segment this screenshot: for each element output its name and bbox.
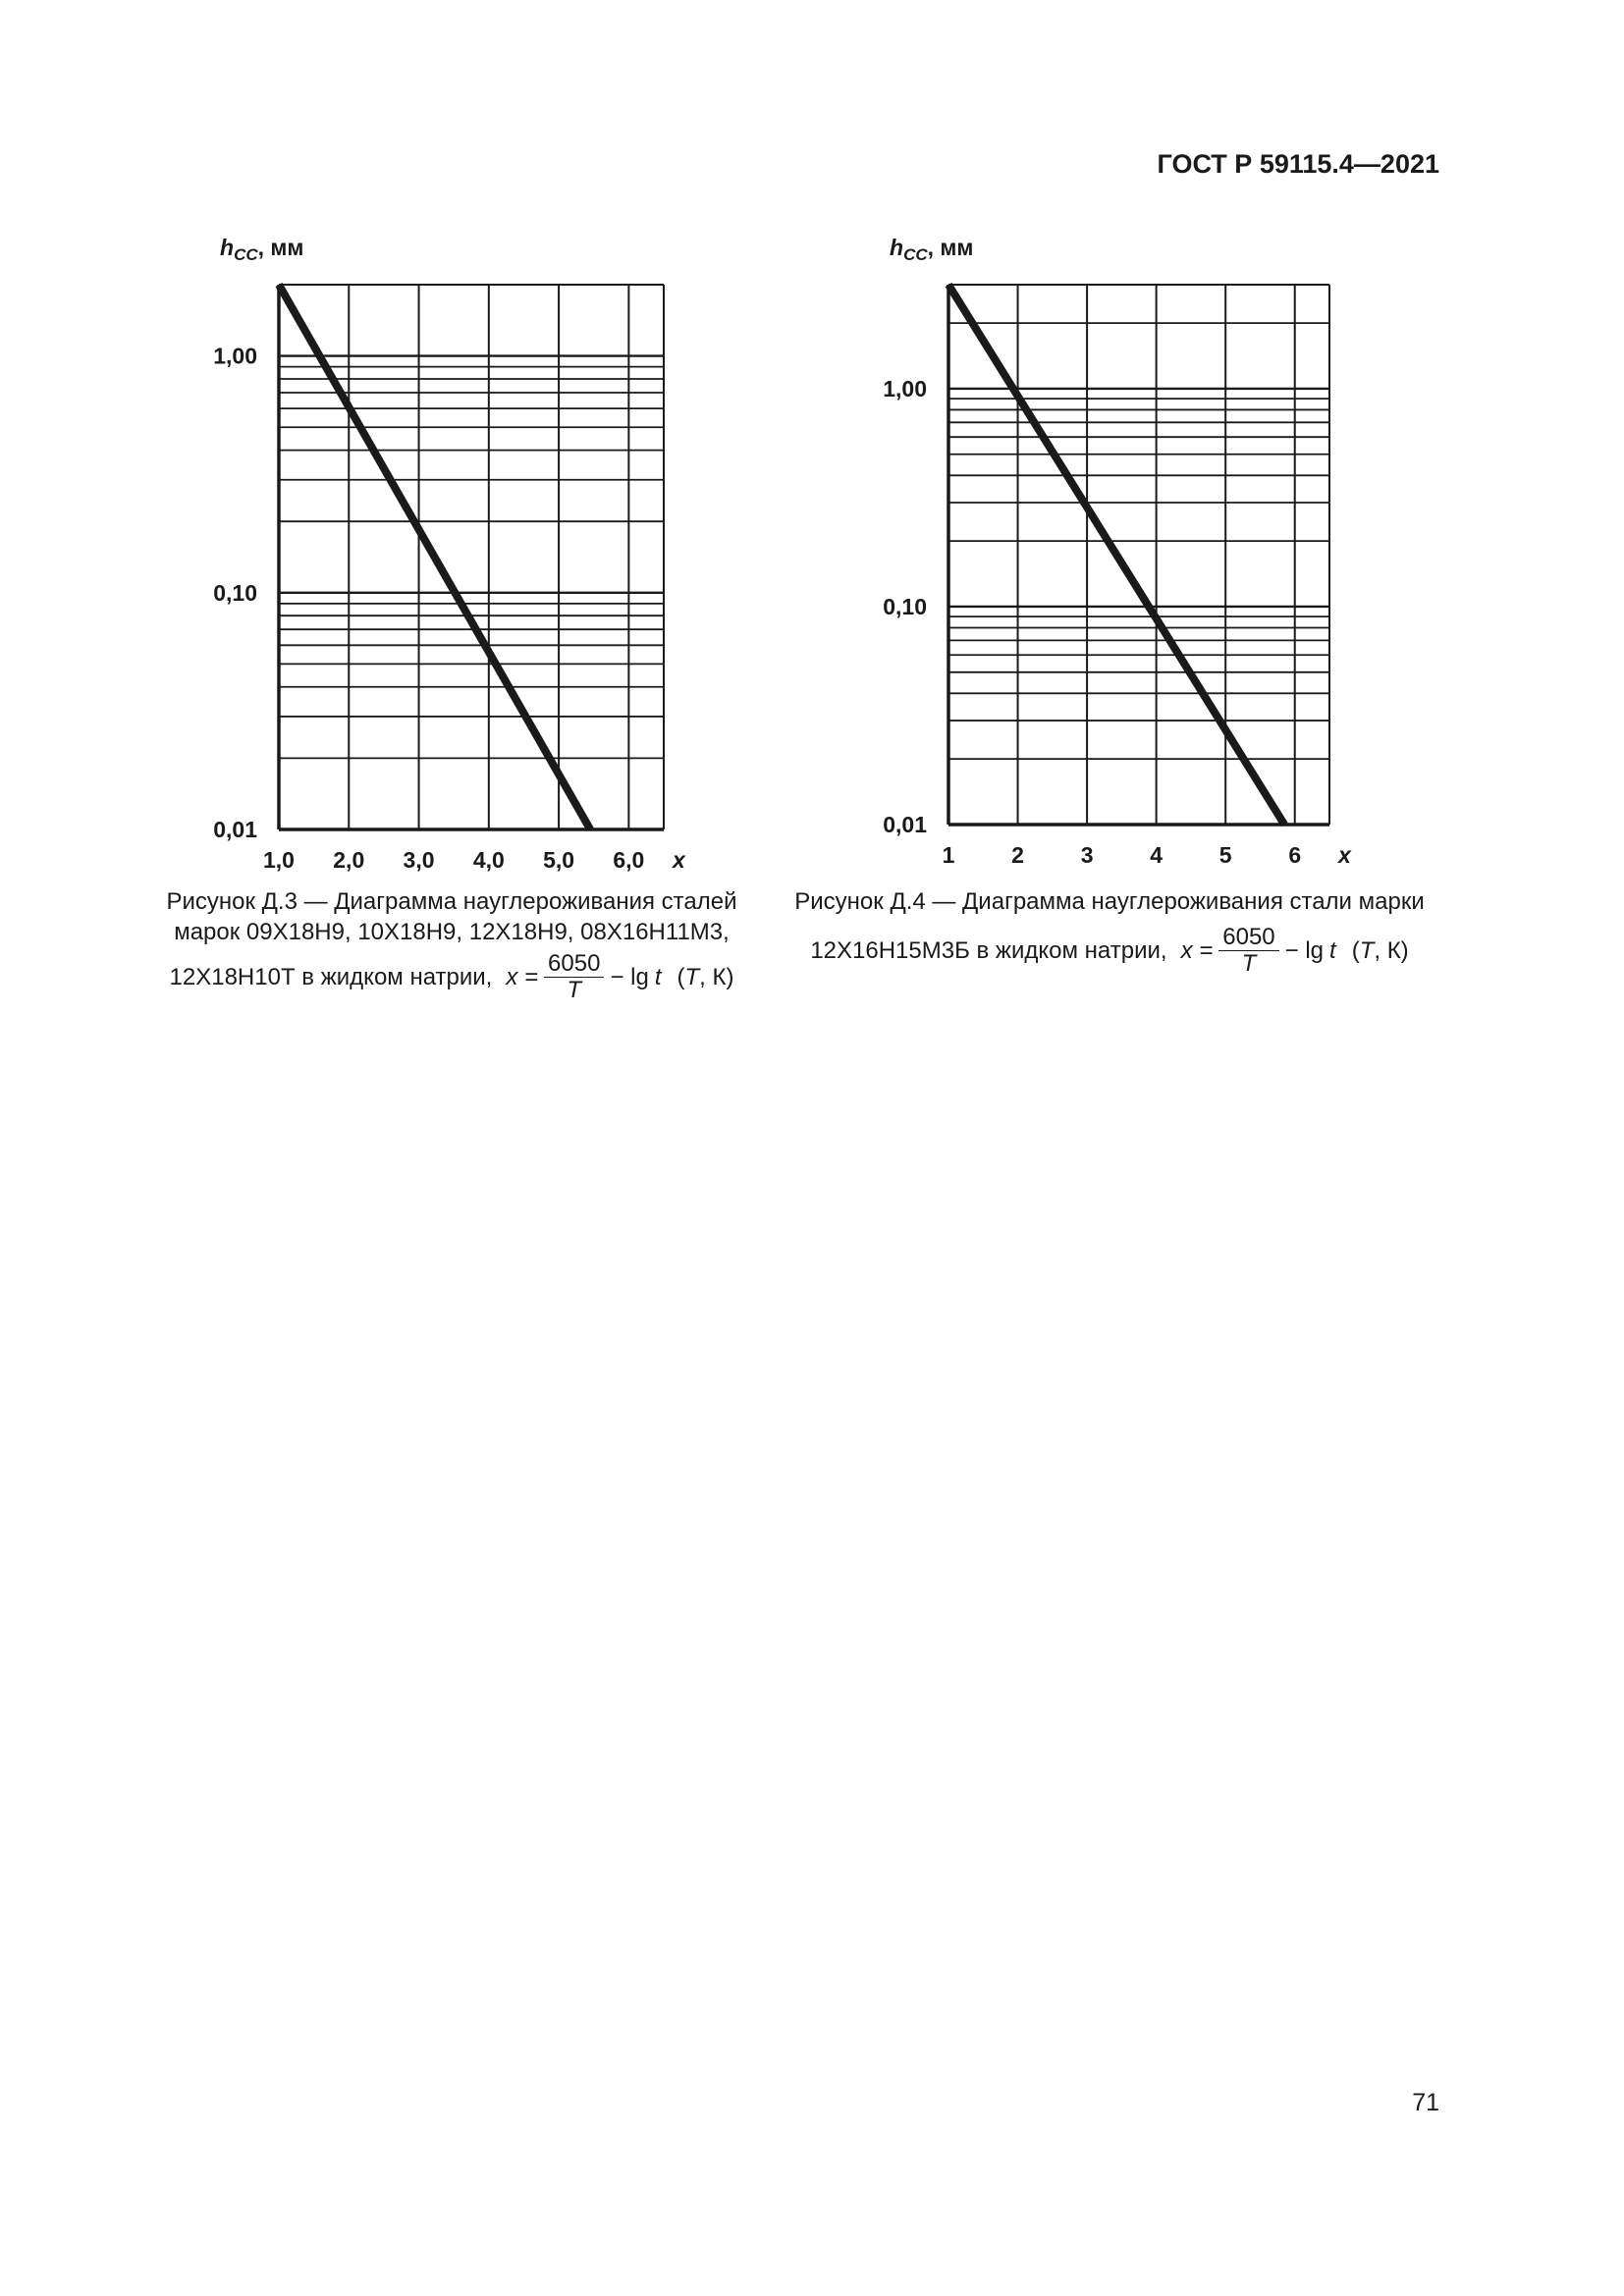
data-series-line bbox=[948, 285, 1284, 825]
y-tick-label: 0,01 bbox=[883, 812, 927, 837]
x-tick-label: 5 bbox=[1218, 842, 1232, 868]
caption-line: Рисунок Д.4 — Диаграмма науглероживания стали марки bbox=[794, 888, 1425, 915]
caption-line: Рисунок Д.3 — Диаграмма науглероживания сталей bbox=[166, 888, 737, 915]
units-var: T bbox=[1359, 937, 1375, 964]
formula-denominator: T bbox=[567, 977, 582, 1003]
x-tick-label: 6,0 bbox=[613, 847, 645, 873]
x-tick-label: 5,0 bbox=[543, 847, 575, 873]
formula-lhs: x = bbox=[1180, 937, 1214, 964]
formula-numerator: 6050 bbox=[1218, 925, 1278, 951]
formula-denominator: T bbox=[1241, 950, 1257, 977]
formula-units bbox=[1352, 935, 1409, 966]
carburization-formula bbox=[506, 951, 733, 1003]
y-tick-label: 0,01 bbox=[213, 817, 257, 842]
y-tick-label: 1,00 bbox=[213, 343, 257, 369]
formula-log-term: − lg bbox=[610, 964, 649, 990]
x-tick-label: 3 bbox=[1080, 842, 1094, 868]
page-number: 71 bbox=[1412, 2089, 1439, 2116]
x-tick-label: 2 bbox=[1011, 842, 1024, 868]
x-tick-label: 1 bbox=[942, 842, 955, 868]
caption-figure-d3 bbox=[137, 886, 766, 1003]
x-tick-label: 3,0 bbox=[403, 847, 435, 873]
formula-units bbox=[677, 962, 733, 992]
caption-text: 12Х16Н15М3Б в жидком натрии, bbox=[810, 937, 1167, 964]
document-code: ГОСТ Р 59115.4—2021 bbox=[1157, 149, 1439, 179]
caption-line bbox=[785, 925, 1434, 977]
y-tick-label: 0,10 bbox=[213, 579, 257, 606]
units-close: , К) bbox=[1374, 937, 1409, 964]
formula-time-var: t bbox=[654, 964, 662, 990]
formula-log-term: − lg bbox=[1284, 937, 1325, 964]
caption-line bbox=[137, 951, 766, 1003]
y-tick-label: 1,00 bbox=[883, 375, 927, 401]
x-tick-label: 4 bbox=[1150, 842, 1164, 868]
x-axis-label: x bbox=[673, 847, 685, 873]
x-axis-label: x bbox=[1338, 842, 1351, 868]
formula-numerator: 6050 bbox=[544, 951, 604, 978]
y-axis-label: $h_{CC}$, мм bbox=[890, 235, 974, 264]
x-tick-label: 2,0 bbox=[333, 847, 365, 873]
formula-time-var: t bbox=[1329, 937, 1336, 964]
formula-fraction bbox=[1218, 925, 1278, 977]
y-tick-label: 0,10 bbox=[883, 593, 927, 619]
units-open: ( bbox=[1351, 937, 1360, 964]
x-tick-label: 1,0 bbox=[263, 847, 295, 873]
caption-figure-d4 bbox=[785, 886, 1434, 977]
chart-figure-d3 bbox=[213, 235, 686, 873]
caption-text: 12Х18Н10Т в жидком натрии, bbox=[169, 964, 493, 990]
y-axis-label: $h_{CC}$, мм bbox=[220, 235, 304, 264]
units-var: T bbox=[684, 964, 700, 990]
caption-line: марок 09Х18Н9, 10Х18Н9, 12Х18Н9, 08Х16Н11М3, bbox=[174, 919, 730, 945]
units-close: , К) bbox=[699, 964, 734, 990]
x-tick-label: 4,0 bbox=[472, 847, 505, 873]
units-open: ( bbox=[677, 964, 685, 990]
x-tick-label: 6 bbox=[1288, 842, 1302, 868]
formula-fraction bbox=[544, 951, 604, 1003]
chart-figure-d4 bbox=[883, 235, 1352, 868]
carburization-formula bbox=[1181, 925, 1409, 977]
formula-lhs: x = bbox=[506, 964, 539, 990]
